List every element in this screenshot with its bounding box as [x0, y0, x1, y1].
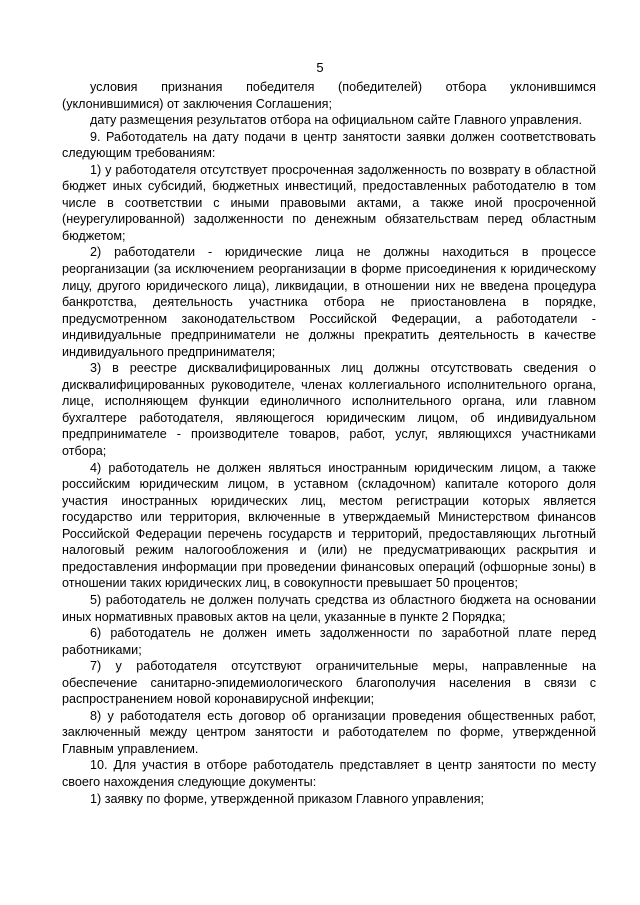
paragraph-10: 7) у работодателя отсутствуют ограничительные меры, направленные на обеспечение санитарно-эпидемиологического благополучия населения в связи с распространением новой коронавирусной инфекции;: [62, 659, 596, 707]
paragraph-3: 9. Работодатель на дату подачи в центр занятости заявки должен соответствовать следующим требованиям:: [62, 129, 596, 161]
page-number: 5: [316, 60, 324, 75]
paragraph-1: условия признания победителя (победителей) отбора уклонившимся (уклонившимися) от заключения Соглашения;: [62, 80, 596, 111]
paragraph-9: 6) работодатель не должен иметь задолженности по заработной плате перед работниками;: [62, 626, 596, 657]
paragraph-2: дату размещения результатов отбора на официальном сайте Главного управления.: [90, 113, 583, 128]
paragraph-7: 4) работодатель не должен являться иностранным юридическим лицом, а также российским юридическим лицом, в уставном (складочном) капитале которого доля участия иностранных юридических лиц, местом регистрации которых является государство или территория, включенные в утверждаемый Министерством финансов Российской Федерации перечень государств и территорий, предоставляющих льготный налоговый режим налогообложения и (или) не предусматривающих раскрытия и предоставления информации при проведении финансовых операций (офшорные зоны) в отношении таких юридических лиц, в совокупности превышает 50 процентов;: [62, 460, 596, 591]
paragraph-11: 8) у работодателя есть договор об организации проведения общественных работ, заключенный между центром занятости и работодателем по форме, утвержденной Главным управлением.: [62, 708, 596, 756]
document-body: [62, 79, 596, 807]
paragraph-6: 3) в реестре дисквалифицированных лиц должны отсутствовать сведения о дисквалифицированных руководителе, членах коллегиального исполнительного органа, лице, исполняющем функции единоличного исполнительного органа, или главном бухгалтере работодателя, являющегося юридическим лицом, об индивидуальном предпринимателе - производителе товаров, работ, услуг, являющихся участниками отбора;: [62, 361, 596, 459]
paragraph-4: 1) у работодателя отсутствует просроченная задолженность по возврату в областной бюджет иных субсидий, бюджетных инвестиций, предоставленных работодателю в том числе в соответствии с иными правовыми актами, а также иной просроченной (неурегулированной) задолженности по денежным обязательствам перед областным бюджетом;: [62, 162, 596, 243]
paragraph-12: 10. Для участия в отборе работодатель представляет в центр занятости по месту своего нахождения следующие документы:: [62, 758, 596, 789]
paragraph-8: 5) работодатель не должен получать средства из областного бюджета на основании иных нормативных правовых актов на цели, указанные в пункте 2 Порядка;: [62, 592, 596, 624]
paragraph-13: 1) заявку по форме, утвержденной приказом Главного управления;: [90, 791, 485, 806]
paragraph-5: 2) работодатели - юридические лица не должны находиться в процессе реорганизации (за исключением реорганизации в форме присоединения к юридическому лицу, другого юридического лица), ликвидации, в отношении них не введена процедура банкротства, деятельность участника отбора не приостановлена в порядке, предусмотренном законодательством Российской Федерации, а работодатели - индивидуальные предприниматели не должны прекратить деятельность в качестве индивидуального предпринимателя;: [62, 245, 596, 359]
